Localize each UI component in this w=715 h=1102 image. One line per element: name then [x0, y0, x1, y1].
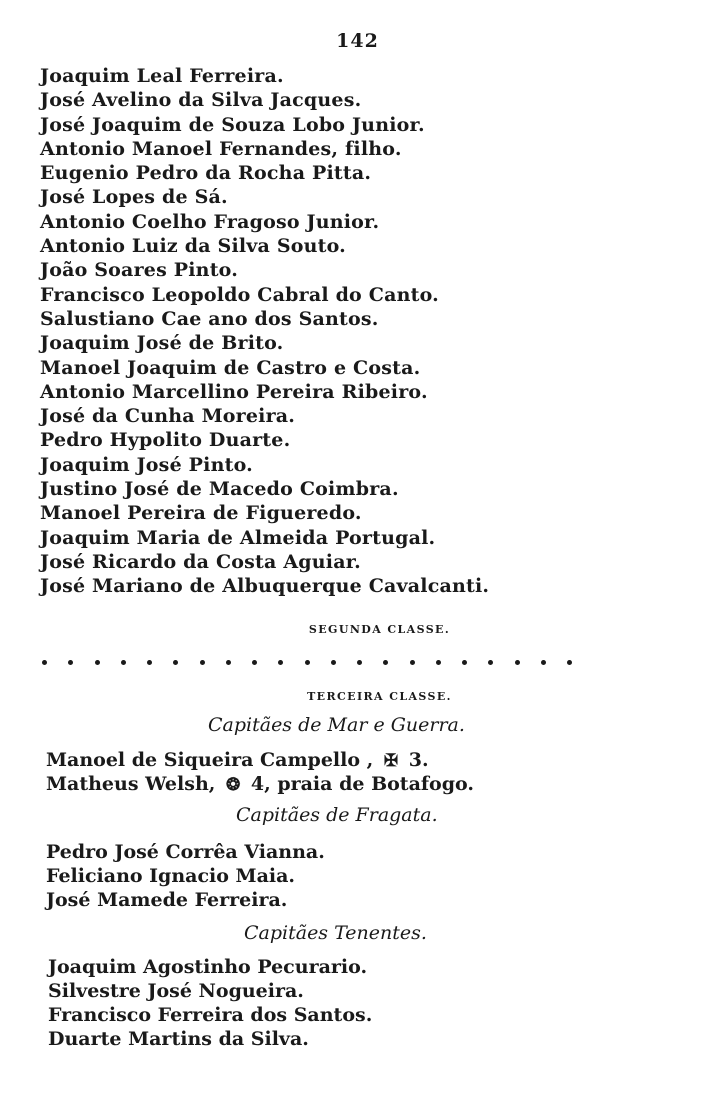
leader-dot	[226, 660, 231, 665]
list-item: José Ricardo da Costa Aguiar.	[40, 550, 361, 573]
subheading-capitaes-mar-guerra: Capitães de Mar e Guerra.	[208, 714, 465, 736]
list-item: Antonio Luiz da Silva Souto.	[40, 235, 346, 258]
leader-dot	[515, 660, 520, 665]
leader-dot	[121, 660, 126, 665]
leader-dot	[383, 660, 388, 665]
subheading-capitaes-fragata: Capitães de Fragata.	[236, 804, 438, 826]
section-heading-segunda-classe: SEGUNDA CLASSE.	[308, 623, 451, 636]
list-item: Feliciano Ignacio Maia.	[46, 865, 296, 887]
leader-dot	[541, 660, 546, 665]
page-number: 142	[336, 30, 379, 52]
list-capitaes-mar-guerra	[46, 748, 474, 796]
list-item: Antonio Marcellino Pereira Ribeiro.	[40, 380, 428, 403]
list-item: José Joaquim de Souza Lobo Junior.	[40, 113, 425, 136]
leader-dot	[252, 660, 257, 665]
list-item: Joaquim Maria de Almeida Portugal.	[40, 526, 436, 549]
list-item: Antonio Manoel Fernandes, filho.	[40, 137, 402, 160]
leader-dot	[200, 660, 205, 665]
subheading-capitaes-tenentes: Capitães Tenentes.	[244, 922, 427, 944]
list-item: Silvestre José Nogueira.	[48, 980, 304, 1002]
entry-name: Manoel de Siqueira Campello	[46, 749, 361, 771]
leader-dot	[305, 660, 310, 665]
list-item	[46, 748, 474, 772]
leader-dot	[42, 660, 47, 665]
list-item: Salustiano Cae ano dos Santos.	[40, 307, 379, 330]
list-item: Joaquim José de Brito.	[40, 332, 284, 355]
list-item: José Mariano de Albuquerque Cavalcanti.	[40, 575, 490, 598]
entry-separator: ,	[366, 749, 380, 771]
list-item: Pedro José Corrêa Vianna.	[46, 841, 325, 863]
list-item: João Soares Pinto.	[40, 259, 239, 282]
leader-dot	[331, 660, 336, 665]
leader-dot	[488, 660, 493, 665]
leader-dot	[68, 660, 73, 665]
name-list	[40, 64, 489, 599]
list-item: Joaquim José Pinto.	[40, 453, 253, 476]
list-item: Eugenio Pedro da Rocha Pitta.	[40, 162, 372, 185]
list-item: Francisco Leopoldo Cabral do Canto.	[40, 283, 439, 306]
list-item: Pedro Hypolito Duarte.	[40, 429, 291, 452]
list-item: José Avelino da Silva Jacques.	[40, 89, 362, 112]
list-item: Joaquim Agostinho Pecurario.	[48, 956, 368, 978]
leader-dot	[95, 660, 100, 665]
order-star-icon: ❂	[226, 775, 241, 795]
list-capitaes-fragata	[46, 840, 325, 912]
list-item: Francisco Ferreira dos Santos.	[48, 1004, 373, 1026]
list-item: José Lopes de Sá.	[40, 186, 228, 209]
entry-detail: 3.	[408, 749, 429, 771]
list-item: Manoel Pereira de Figueredo.	[40, 502, 362, 525]
list-capitaes-tenentes	[48, 955, 372, 1051]
list-item: Justino José de Macedo Coimbra.	[40, 478, 399, 501]
list-item	[46, 772, 474, 796]
leader-dot	[410, 660, 415, 665]
leader-dot	[147, 660, 152, 665]
list-item: José Mamede Ferreira.	[46, 889, 288, 911]
list-item: Duarte Martins da Silva.	[48, 1028, 309, 1050]
entry-detail: 4, praia de Botafogo.	[250, 773, 474, 795]
list-item: Manoel Joaquim de Castro e Costa.	[40, 356, 421, 379]
leader-dot	[462, 660, 467, 665]
leader-dot	[278, 660, 283, 665]
order-cross-icon: ✠	[383, 751, 399, 771]
leader-dot	[173, 660, 178, 665]
dotted-leader	[42, 652, 572, 672]
list-item: Antonio Coelho Fragoso Junior.	[40, 210, 380, 233]
leader-dot	[357, 660, 362, 665]
leader-dot	[567, 660, 572, 665]
list-item: José da Cunha Moreira.	[40, 405, 296, 428]
section-heading-terceira-classe: TERCEIRA CLASSE.	[307, 690, 452, 703]
leader-dot	[436, 660, 441, 665]
list-item: Joaquim Leal Ferreira.	[40, 65, 284, 87]
entry-name: Matheus Welsh,	[46, 773, 216, 795]
